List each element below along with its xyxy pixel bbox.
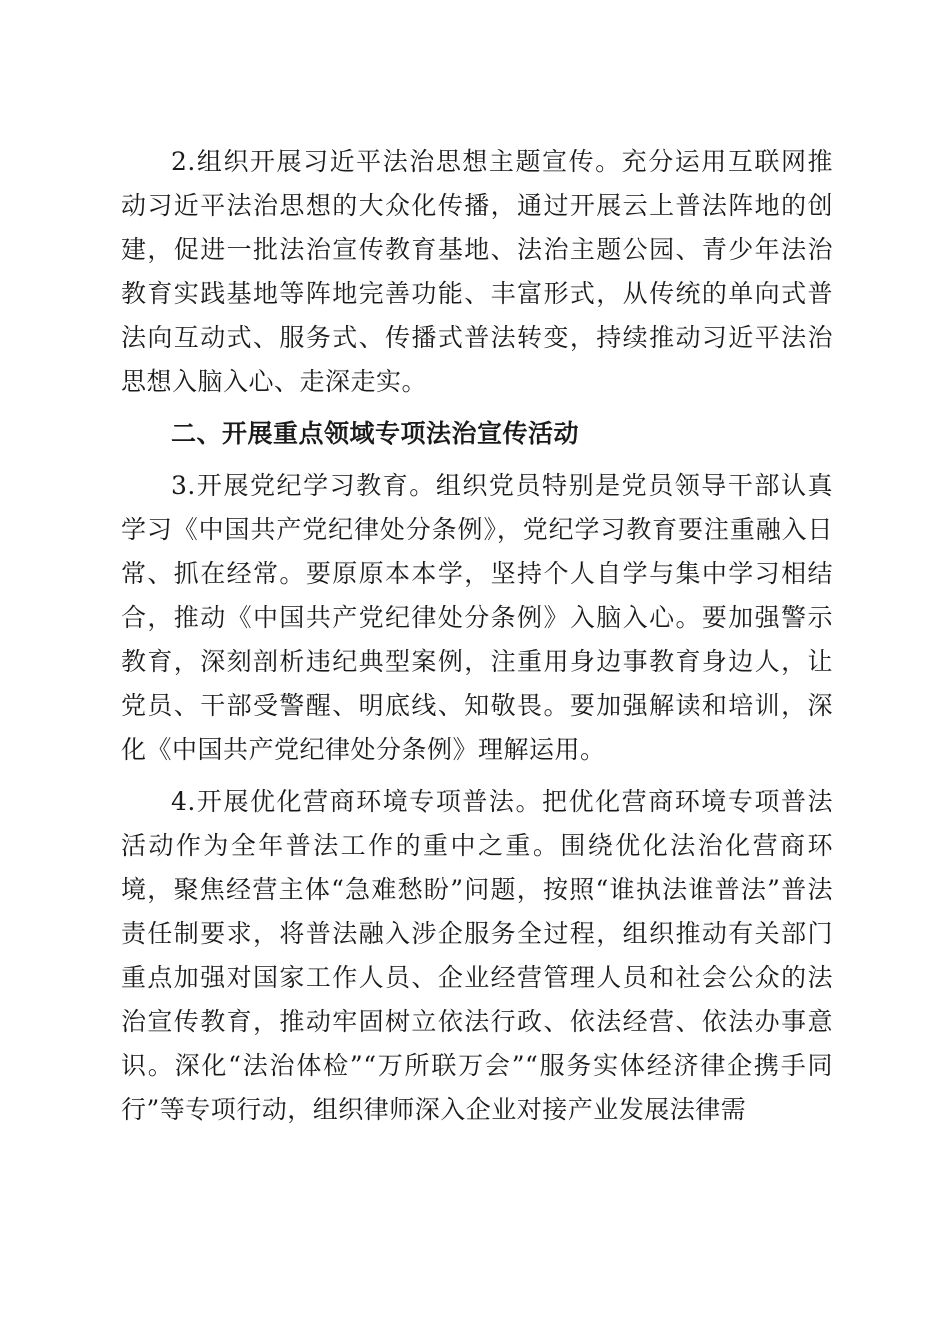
document-body — [121, 140, 833, 1140]
paragraph-item-3: 3.开展党纪学习教育。组织党员特别是党员领导干部认真学习《中国共产党纪律处分条例》，党纪学习教育要注重融入日常、抓在经常。要原原本本学，坚持个人自学与集中学习相结合，推动《中国共产党纪律处分条例》入脑入心。要加强警示教育，深刻剖析违纪典型案例，注重用身边事教育身边人，让党员、干部受警醒、明底线、知敬畏。要加强解读和培训，深化《中国共产党纪律处分条例》理解运用。 — [121, 471, 833, 764]
section-heading-2: 二、开展重点领域专项法治宣传活动 — [171, 419, 580, 448]
paragraph-item-4: 4.开展优化营商环境专项普法。把优化营商环境专项普法活动作为全年普法工作的重中之重。围绕优化法治化营商环境，聚焦经营主体“急难愁盼”问题，按照“谁执法谁普法”普法责任制要求，将普法融入涉企服务全过程，组织推动有关部门重点加强对国家工作人员、企业经营管理人员和社会公众的法治宣传教育，推动牢固树立依法行政、依法经营、依法办事意识。深化“法治体检”“万所联万会”“服务实体经济律企携手同行”等专项行动，组织律师深入企业对接产业发展法律需 — [121, 787, 833, 1124]
paragraph-item-2: 2.组织开展习近平法治思想主题宣传。充分运用互联网推动习近平法治思想的大众化传播，通过开展云上普法阵地的创建，促进一批法治宣传教育基地、法治主题公园、青少年法治教育实践基地等阵地完善功能、丰富形式，从传统的单向式普法向互动式、服务式、传播式普法转变，持续推动习近平法治思想入脑入心、走深走实。 — [121, 147, 833, 396]
